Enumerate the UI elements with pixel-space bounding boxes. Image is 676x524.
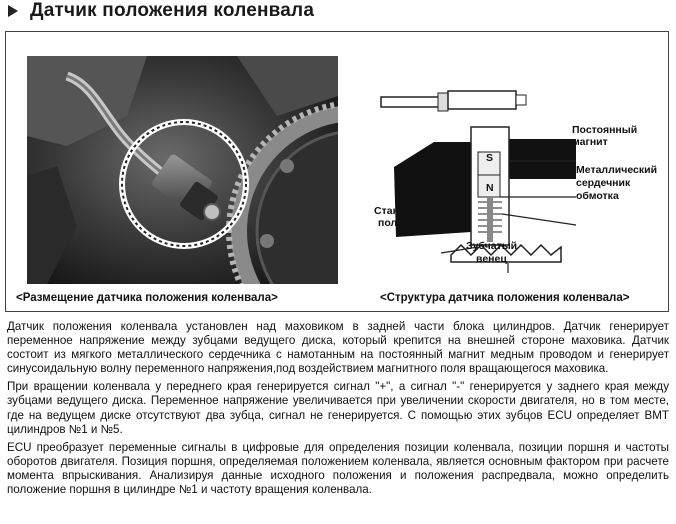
magnet-label-2: магнит xyxy=(572,136,608,148)
standard-position-label-1: Стандартное xyxy=(374,205,442,217)
page-title: Датчик положения коленвала xyxy=(30,0,315,21)
sensor-cross-section-drawing xyxy=(366,87,666,307)
caption-structure: <Структура датчика положения коленвала> xyxy=(380,292,630,304)
paragraph: При вращении коленвала у переднего края генерируется сигнал "+", а сигнал "-" генерируется у заднего края между зубцами ведущего диска. Переменное напряжение увеличивается при увеличении скорости двигателя, но в том месте, где на ведущем диске отсутствуют два зубца, сигнал не генерируется. С помощью этих зубцов ECU определяет ВМТ цилиндров №1 и №5. xyxy=(7,380,669,436)
paragraph: Датчик положения коленвала установлен над маховиком в задней части блока цилиндров. Датчик генерирует переменное напряжение между зубцами ведущего диска, который крепится на внешней стороне маховика. Датчик состоит из мягкого металлического сердечника с намотанным на постоянный магнит медным проводом и генерирует синусоидальную волну переменного напряжения,под воздействием магнитного поля вращающегося маховика. xyxy=(7,320,669,376)
ring-gear-label-2: венец xyxy=(476,253,507,265)
description-text xyxy=(7,320,669,501)
coil-label: обмотка xyxy=(576,190,619,202)
core-label-1: Металлический xyxy=(576,164,658,176)
paragraph: ECU преобразует переменные сигналы в цифровые для определения позиции коленвала, позиции поршня и частоты оборотов двигателя. Позиция поршня, определяемая положением коленвала, является основным фактором при расчете момента впрыскивания. Анализируя данные исходного положения и положения распредвала, можно определить положение поршня в цилиндре №1 и частоту вращения коленвала. xyxy=(7,440,669,497)
engine-photo-illustration xyxy=(27,56,338,284)
ring-gear-label-1: Зубчатый xyxy=(466,240,518,252)
caption-placement: <Размещение датчика положения коленвала> xyxy=(16,292,278,304)
title-bar xyxy=(0,0,676,24)
core-label-2: сердечник xyxy=(576,177,631,189)
figure-panel xyxy=(5,31,669,312)
pole-s-label: S xyxy=(486,152,494,164)
sensor-placement-photo xyxy=(27,56,338,284)
standard-position-label-2: положение xyxy=(378,217,436,229)
bullet-arrow-icon xyxy=(8,5,18,17)
sensor-structure-diagram xyxy=(366,87,666,307)
magnet-label-1: Постоянный xyxy=(572,124,638,136)
pole-n-label: N xyxy=(486,182,494,194)
